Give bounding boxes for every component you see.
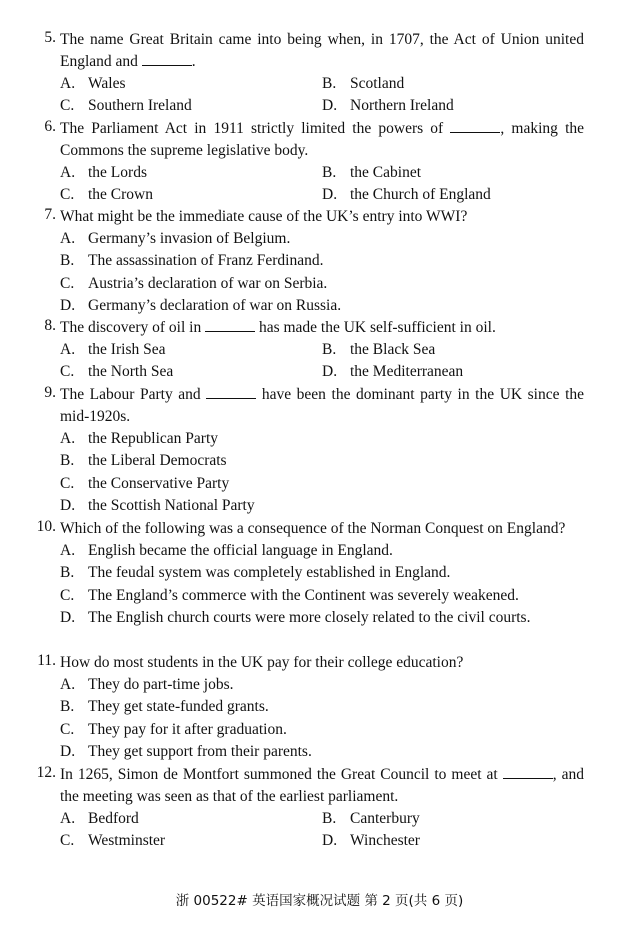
option-a: A. Germany’s invasion of Belgium.	[60, 230, 291, 247]
answer-blank	[205, 318, 255, 332]
options	[60, 808, 584, 853]
option-c: C. They pay for it after graduation.	[60, 720, 287, 738]
option-b: B. the Liberal Democrats	[60, 452, 227, 470]
question-number: 7.	[44, 206, 56, 223]
option-d: D. the Scottish National Party	[60, 496, 255, 514]
option-a: A. Wales	[60, 75, 126, 92]
option-c: C. the North Sea	[60, 363, 174, 381]
question-number: 6.	[44, 118, 56, 135]
option-a: A. English became the official language in England.	[60, 542, 393, 559]
question-number: 8.	[44, 317, 56, 334]
options	[60, 674, 584, 763]
question-stem: The Labour Party and have been the dominant party in the UK since the mid-1920s.	[60, 386, 585, 425]
option-a: A. the Republican Party	[60, 430, 218, 447]
question-7	[22, 206, 584, 317]
options	[60, 540, 584, 629]
question-number: 10.	[36, 518, 56, 535]
question-number: 11.	[37, 652, 56, 669]
options	[60, 228, 584, 317]
option-a: A. the Irish Sea	[60, 341, 166, 358]
answer-blank	[142, 52, 192, 66]
option-d: D. the Church of England	[322, 186, 491, 204]
option-a: A. They do part-time jobs.	[60, 676, 234, 693]
question-number: 9.	[44, 384, 56, 401]
option-b: B. the Black Sea	[322, 341, 436, 358]
question-5	[22, 29, 584, 118]
question-8	[22, 317, 584, 384]
option-c: C. Westminster	[60, 832, 166, 850]
question-number: 5.	[44, 29, 56, 46]
option-d: D. The English church courts were more closely related to the civil courts.	[60, 608, 531, 626]
option-c: C. the Conservative Party	[60, 474, 230, 492]
page-footer: 浙 00522# 英语国家概况试题 第 2 页(共 6 页)	[175, 893, 464, 909]
option-d: D. They get support from their parents.	[60, 742, 312, 760]
answer-blank	[450, 119, 500, 133]
answer-blank	[503, 765, 553, 779]
question-stem: The name Great Britain came into being when, in 1707, the Act of Union united England and .	[60, 31, 584, 70]
option-b: B. Scotland	[322, 75, 405, 92]
options	[60, 339, 584, 384]
option-c: C. the Crown	[60, 186, 154, 204]
option-d: D. Northern Ireland	[322, 97, 454, 115]
option-a: A. Bedford	[60, 810, 139, 827]
option-b: B. The feudal system was completely established in England.	[60, 564, 451, 582]
question-stem: What might be the immediate cause of the UK’s entry into WWI?	[60, 208, 468, 225]
question-stem: The discovery of oil in has made the UK self-sufficient in oil.	[60, 319, 496, 336]
option-d: D. Germany’s declaration of war on Russia.	[60, 296, 342, 314]
option-c: C. Austria’s declaration of war on Serbia.	[60, 274, 328, 292]
option-d: D. Winchester	[322, 832, 420, 850]
option-d: D. the Mediterranean	[322, 363, 464, 381]
option-b: B. Canterbury	[322, 810, 420, 827]
question-9	[22, 384, 584, 517]
options	[60, 162, 584, 207]
question-number: 12.	[36, 764, 56, 781]
options	[60, 428, 584, 517]
option-b: B. The assassination of Franz Ferdinand.	[60, 252, 324, 270]
question-12	[22, 764, 584, 853]
option-b: B. They get state-funded grants.	[60, 698, 269, 716]
option-c: C. Southern Ireland	[60, 97, 192, 115]
option-c: C. The England’s commerce with the Continent was severely weakened.	[60, 586, 519, 604]
options	[60, 73, 584, 118]
question-10	[22, 518, 584, 629]
question-stem: How do most students in the UK pay for their college education?	[60, 654, 464, 671]
answer-blank	[206, 385, 256, 399]
question-11	[22, 652, 584, 763]
question-stem: Which of the following was a consequence of the Norman Conquest on England?	[60, 520, 566, 537]
question-stem: In 1265, Simon de Montfort summoned the Great Council to meet at , and the meeting was seen as that of the earliest parliament.	[60, 766, 585, 805]
question-6	[22, 118, 584, 207]
question-stem: The Parliament Act in 1911 strictly limited the powers of , making the Commons the supreme legislative body.	[60, 120, 585, 159]
option-a: A. the Lords	[60, 164, 147, 181]
option-b: B. the Cabinet	[322, 164, 422, 181]
